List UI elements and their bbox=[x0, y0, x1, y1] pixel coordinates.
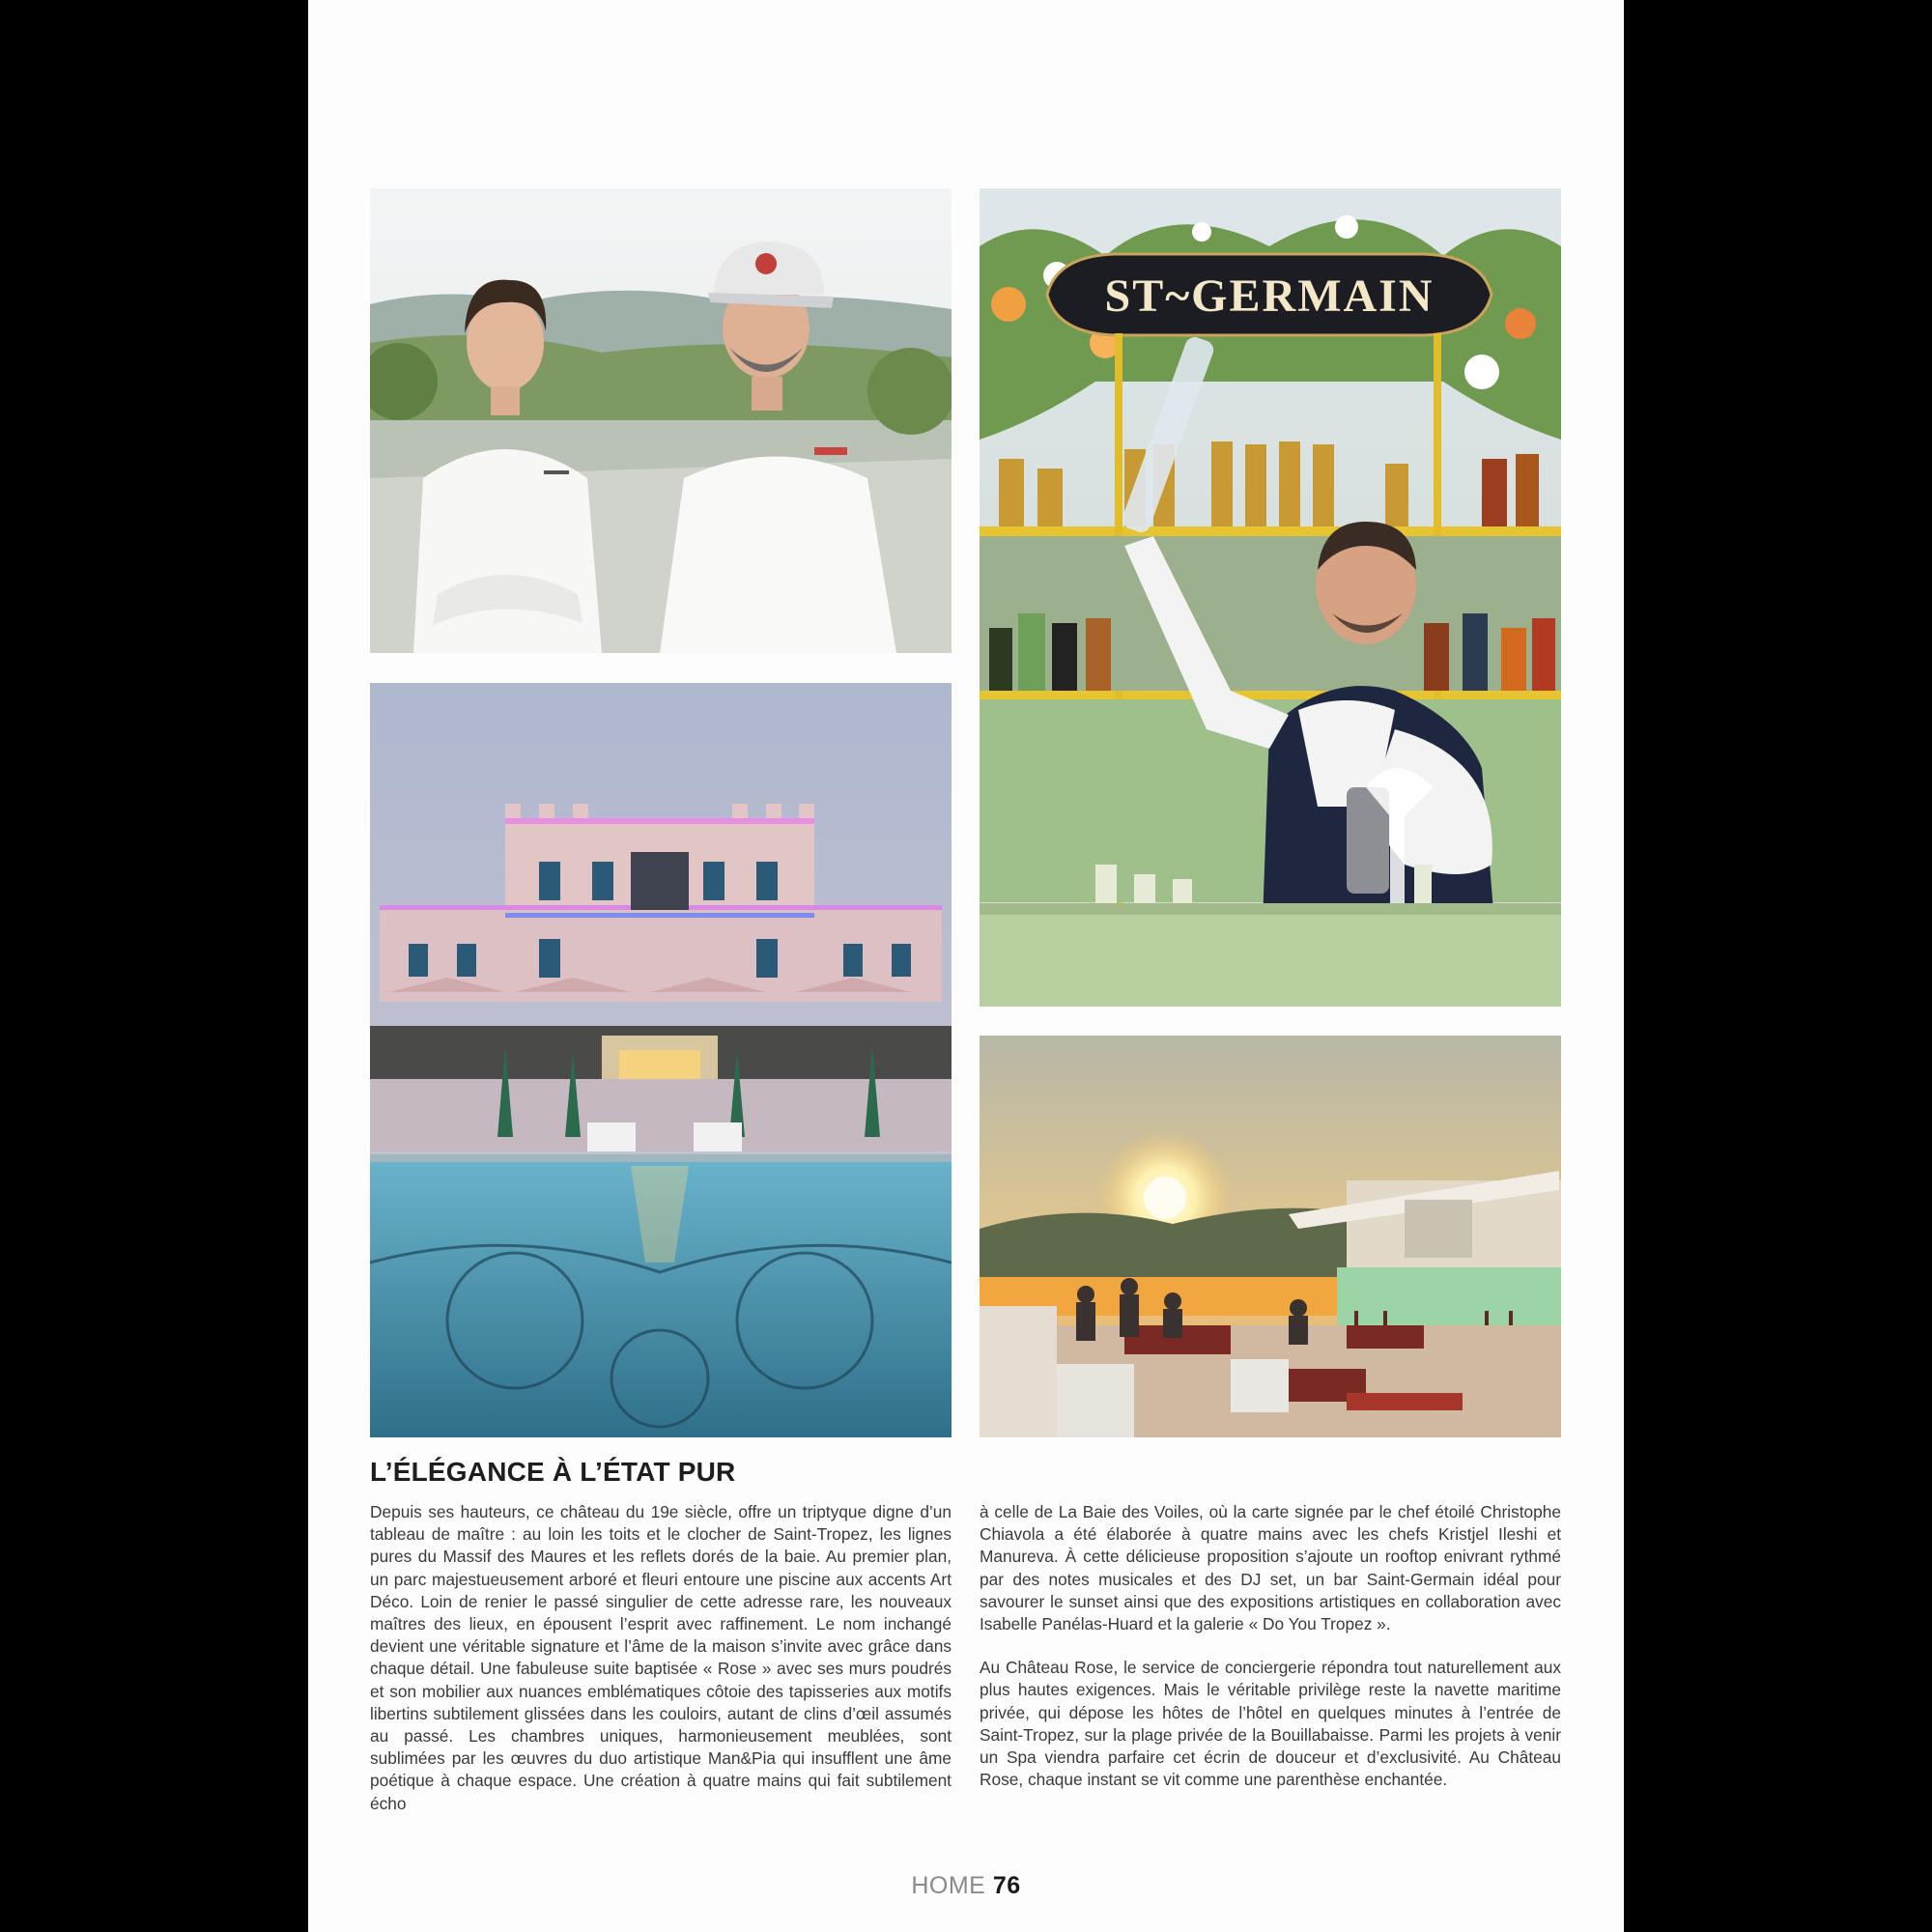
rooftop-sunset-photo bbox=[980, 1036, 1561, 1437]
st-germain-sign: ST~GERMAIN bbox=[1104, 270, 1435, 322]
article-headline: L’ÉLÉGANCE À L’ÉTAT PUR bbox=[370, 1457, 736, 1487]
chateau-pool-photo bbox=[370, 683, 952, 1437]
bartender-photo bbox=[980, 188, 1561, 1007]
article-paragraph: Au Château Rose, le service de conciergerie répondra tout naturellement aux plus hautes exigences. Mais le véritable privilège reste la navette maritime privée, qui dépose les hôtes de l’hôtel en quelques minutes à l’entrée de Saint-Tropez, sur la plage privée de la Bouillabaisse. Parmi les projets à venir un Spa viendra parfaire cet écrin de douceur et d’exclusivité. Au Château Rose, chaque instant se vit comme une parenthèse enchantée. bbox=[980, 1658, 1561, 1790]
page-number: 76 bbox=[992, 1872, 1021, 1899]
article-paragraph: Depuis ses hauteurs, ce château du 19e siècle, offre un triptyque digne d’un tableau de maître : au loin les toits et le clocher de Saint-Tropez, les lignes pures du Massif des Maures et les reflets dorés de la baie. Au premier plan, un parc majestueusement arboré et fleuri entoure une piscine aux accents Art Déco. Loin de renier le passé singulier de cette adresse rare, les nouveaux maîtres des lieux, en épousent l’esprit avec raffinement. Le nom inchangé devient une véritable signature et l’âme de la maison s’invite avec grâce dans chaque détail. Une fabuleuse suite baptisée « Rose » avec ses murs poudrés et son mobilier aux nuances emblématiques côtoie des tapisseries aux motifs libertins subtilement glissées dans les couloirs, autant de clins d’œil assumés au passé. Les chambres uniques, harmonieusement meublées, sont sublimées par les œuvres du duo artistique Man&Pia qui insufflent une âme poétique à chaque espace. Une création à quatre mains qui fait subtilement écho bbox=[370, 1502, 952, 1813]
article-paragraph: à celle de La Baie des Voiles, où la carte signée par le chef étoilé Christophe Chiavola a été élaborée à quatre mains avec les chefs Kristjel Ileshi et Manureva. À cette délicieuse proposition s’ajoute un rooftop enivrant rythmé par des notes musicales et des DJ set, un bar Saint-Germain idéal pour savourer le sunset ainsi que des expositions artistiques en collaboration avec Isabelle Panélas-Huard et la galerie « Do You Tropez ». bbox=[980, 1502, 1561, 1634]
magazine-name: HOME bbox=[911, 1872, 986, 1899]
chefs-photo bbox=[370, 188, 952, 653]
page-folio bbox=[308, 1872, 1624, 1900]
article-column-left bbox=[370, 1501, 952, 1836]
article-column-right bbox=[980, 1501, 1561, 1812]
magazine-page bbox=[308, 0, 1624, 1932]
